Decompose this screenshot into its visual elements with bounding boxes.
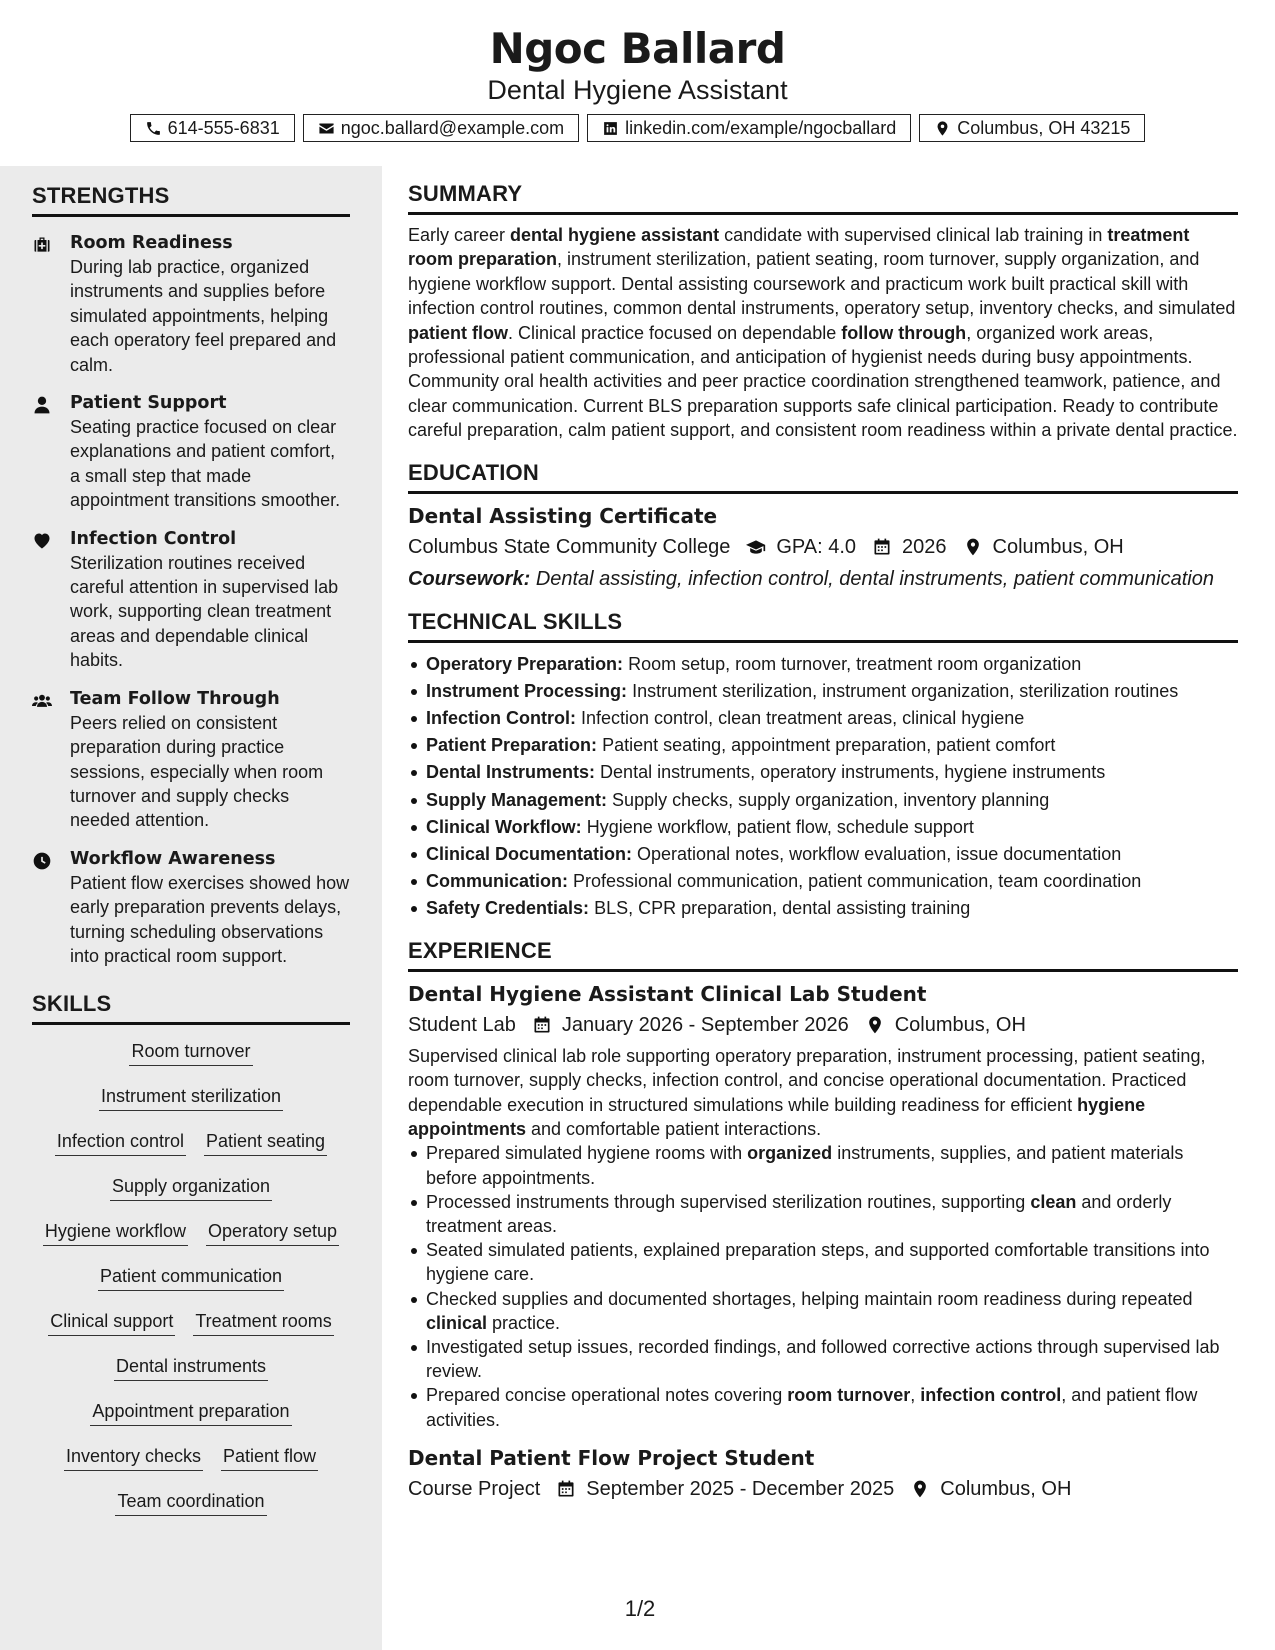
skill-values: Hygiene workflow, patient flow, schedule support [586, 816, 974, 837]
education-section [408, 459, 1238, 594]
coursework [408, 564, 1238, 594]
job-org: Student Lab [408, 1013, 516, 1036]
strength-item [32, 391, 350, 513]
experience-section [408, 937, 1238, 1504]
strength-item [32, 687, 350, 833]
skill-tag: Clinical support [48, 1309, 175, 1336]
school-location: Columbus, OH [992, 535, 1124, 558]
list-item [426, 841, 1238, 868]
skill-category: Clinical Documentation: [426, 844, 633, 865]
coursework-label: Coursework: [408, 567, 531, 590]
calendar-icon [532, 1015, 552, 1035]
skills-heading: SKILLS [32, 990, 350, 1025]
strength-title: Room Readiness [70, 233, 233, 253]
technical-skills-section [408, 608, 1238, 923]
strength-item [32, 847, 350, 969]
skill-values: Professional communication, patient communication, team coordination [573, 871, 1142, 892]
skill-values: Patient seating, appointment preparation, patient comfort [602, 735, 1056, 756]
email-text: ngoc.ballard@example.com [340, 117, 565, 138]
skill-category: Instrument Processing: [426, 680, 628, 701]
skill-values: Dental instruments, operatory instruments, hygiene instruments [600, 762, 1106, 783]
degree-title: Dental Assisting Certificate [408, 503, 718, 528]
job-role: Dental Patient Flow Project Student [408, 1445, 815, 1470]
skill-values: Instrument sterilization, instrument organization, sterilization routines [632, 680, 1179, 701]
job-title: Dental Hygiene Assistant [487, 75, 788, 105]
skill-values: Room setup, room turnover, treatment room organization [628, 653, 1082, 674]
sidebar [0, 166, 382, 1650]
graduation-cap-icon [746, 537, 766, 557]
main-column [408, 180, 1238, 1504]
strength-item [32, 231, 350, 377]
calendar-icon [872, 537, 892, 557]
skill-values: BLS, CPR preparation, dental assisting training [594, 898, 971, 919]
skill-category: Patient Preparation: [426, 735, 598, 756]
map-pin-icon [934, 120, 951, 137]
job-location: Columbus, OH [940, 1477, 1072, 1500]
skill-tag: Patient flow [221, 1444, 318, 1471]
summary-section [408, 180, 1238, 443]
skill-tag: Patient communication [98, 1264, 284, 1291]
strength-title: Infection Control [70, 528, 237, 549]
first-aid-kit-icon [32, 235, 52, 255]
job-location: Columbus, OH [894, 1013, 1026, 1036]
list-item [426, 678, 1238, 705]
map-pin-icon [910, 1479, 930, 1499]
skill-category: Clinical Workflow: [426, 816, 582, 837]
list-item [426, 895, 1238, 922]
list-item: Prepared simulated hygiene rooms with organized instruments, supplies, and patient materials before appointments. [426, 1141, 1238, 1189]
skill-values: Operational notes, workflow evaluation, issue documentation [637, 844, 1122, 865]
skill-values: Supply checks, supply organization, inventory planning [612, 789, 1050, 810]
strengths-heading: STRENGTHS [32, 182, 350, 217]
strength-desc: During lab practice, organized instruments and supplies before simulated appointments, helping each operatory feel prepared and calm. [70, 257, 337, 375]
clock-icon [32, 851, 52, 871]
skill-tag: Hygiene workflow [43, 1219, 188, 1246]
skill-category: Communication: [426, 871, 568, 892]
list-item [426, 732, 1238, 759]
list-item: Processed instruments through supervised sterilization routines, supporting clean and orderly treatment areas. [426, 1190, 1238, 1238]
skill-tag: Operatory setup [206, 1219, 339, 1246]
coursework-list: Dental assisting, infection control, dental instruments, patient communication [535, 567, 1214, 590]
skill-category: Supply Management: [426, 789, 608, 810]
skill-category: Infection Control: [426, 708, 576, 729]
summary-text: Early career dental hygiene assistant candidate with supervised clinical lab training in treatment room preparation, instrument sterilization, patient seating, room turnover, supply organization, and hygiene workflow support. Dental assisting coursework and practicum work built practical skill with infection control routines, common dental instruments, operatory setup, inventory checks, and simulated patient flow. Clinical practice focused on dependable follow through, organized work areas, professional patient communication, and anticipation of hygienist needs during busy appointments. Community oral health activities and peer practice coordination strengthened teamwork, patience, and clear communication. Current BLS preparation supports safe clinical participation. Ready to contribute careful preparation, calm patient support, and consistent room readiness within a private dental practice. [408, 225, 1238, 441]
list-item [426, 814, 1238, 841]
skill-tag: Team coordination [115, 1489, 266, 1516]
strength-title: Workflow Awareness [70, 848, 276, 869]
envelope-icon [318, 120, 335, 137]
skill-tag: Appointment preparation [90, 1399, 291, 1426]
phone-icon [145, 120, 162, 137]
list-item: Checked supplies and documented shortages, helping maintain room readiness during repeated clinical practice. [426, 1287, 1238, 1335]
gpa: GPA: 4.0 [776, 535, 857, 558]
list-item [426, 868, 1238, 895]
list-item: Prepared concise operational notes covering room turnover, infection control, and patient flow activities. [426, 1383, 1238, 1431]
strength-desc: Seating practice focused on clear explanations and patient comfort, a small step that made appointment transitions smoother. [70, 417, 341, 511]
school-name: Columbus State Community College [408, 535, 731, 558]
strength-desc: Patient flow exercises showed how early preparation prevents delays, turning scheduling observations into practical room support. [70, 872, 350, 966]
strength-title: Patient Support [70, 393, 227, 414]
contact-linkedin[interactable] [587, 114, 911, 142]
skill-tag: Room turnover [129, 1039, 252, 1066]
job-org: Course Project [408, 1477, 541, 1500]
job-summary: Supervised clinical lab role supporting operatory preparation, instrument processing, patient seating, room turnover, supply checks, infection control, and concise operational documentation. Practiced dependable execution in structured simulations while building readiness for efficient hygiene appointments and comfortable patient interactions. [408, 1045, 1206, 1139]
graduation-year: 2026 [902, 535, 947, 558]
strength-item [32, 527, 350, 673]
skill-values: Infection control, clean treatment areas, clinical hygiene [581, 708, 1025, 729]
skill-tag: Instrument sterilization [99, 1084, 283, 1111]
contact-email[interactable] [303, 114, 579, 142]
job-role: Dental Hygiene Assistant Clinical Lab Student [408, 981, 927, 1006]
skill-tag: Treatment rooms [193, 1309, 333, 1336]
contact-phone[interactable] [130, 114, 295, 142]
phone-text: 614-555-6831 [167, 117, 280, 138]
linkedin-text: linkedin.com/example/ngocballard [625, 117, 897, 138]
map-pin-icon [963, 537, 983, 557]
list-item [426, 759, 1238, 786]
skills-list [32, 1039, 350, 1534]
user-icon [32, 395, 52, 415]
technical-skills-heading: TECHNICAL SKILLS [408, 608, 1238, 643]
education-meta [408, 532, 1238, 562]
job-meta [408, 1010, 1238, 1040]
education-heading: EDUCATION [408, 459, 1238, 494]
map-pin-icon [865, 1015, 885, 1035]
list-item [426, 651, 1238, 678]
calendar-icon [556, 1479, 576, 1499]
job-dates: January 2026 - September 2026 [561, 1013, 849, 1036]
location-text: Columbus, OH 43215 [957, 117, 1131, 138]
skill-tag: Patient seating [204, 1129, 327, 1156]
skill-tag: Supply organization [110, 1174, 272, 1201]
skill-tag: Dental instruments [114, 1354, 268, 1381]
strength-desc: Sterilization routines received careful attention in supervised lab work, supporting clean treatment areas and dependable clinical habits. [70, 552, 339, 671]
users-icon [32, 691, 52, 711]
list-item [426, 787, 1238, 814]
strength-desc: Peers relied on consistent preparation during practice sessions, especially when room turnover and supply checks needed attention. [70, 712, 324, 831]
job-bullets [408, 1141, 1238, 1431]
skill-category: Dental Instruments: [426, 762, 596, 783]
skill-category: Operatory Preparation: [426, 653, 624, 674]
contact-location[interactable] [919, 114, 1145, 142]
skill-tag: Inventory checks [64, 1444, 203, 1471]
skill-category: Safety Credentials: [426, 898, 590, 919]
summary-heading: SUMMARY [408, 180, 1238, 215]
job-dates: September 2025 - December 2025 [586, 1477, 895, 1500]
linkedin-icon [602, 120, 619, 137]
job-meta [408, 1474, 1238, 1504]
experience-heading: EXPERIENCE [408, 937, 1238, 972]
heart-icon [32, 531, 52, 551]
strength-title: Team Follow Through [70, 688, 280, 709]
technical-skills-list [408, 651, 1238, 923]
candidate-name: Ngoc Ballard [489, 24, 786, 73]
list-item: Seated simulated patients, explained preparation steps, and supported comfortable transitions into hygiene care. [426, 1238, 1238, 1286]
skill-tag: Infection control [55, 1129, 186, 1156]
list-item: Investigated setup issues, recorded findings, and followed corrective actions through supervised lab review. [426, 1335, 1238, 1383]
page-number: 1/2 [624, 1596, 656, 1621]
list-item [426, 705, 1238, 732]
contact-bar [0, 114, 1275, 142]
